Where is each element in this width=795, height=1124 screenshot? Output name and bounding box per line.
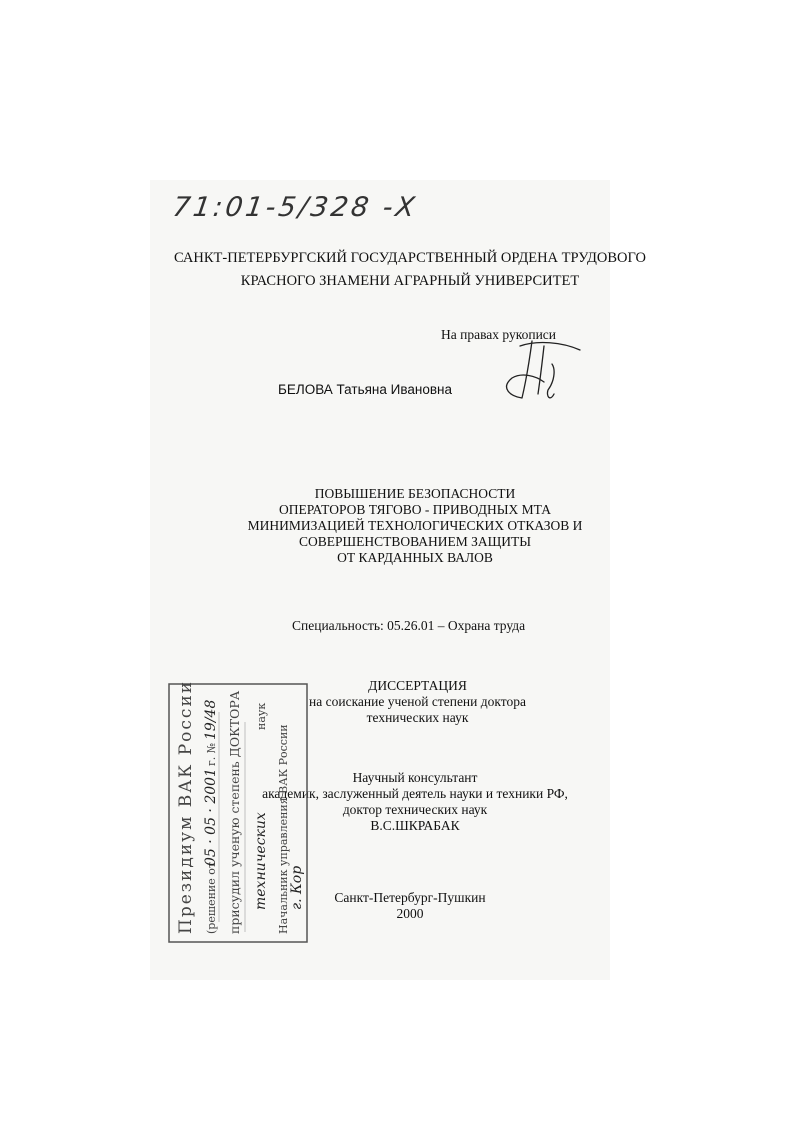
stamp-line-3: присудил ученую степень ДОКТОРА bbox=[227, 690, 242, 934]
author-name: БЕЛОВА Татьяна Ивановна bbox=[278, 382, 452, 397]
dissertation-line-3: технических наук bbox=[366, 710, 469, 725]
dissertation-title bbox=[205, 486, 625, 566]
author-signature bbox=[492, 336, 587, 406]
stamp-line-5: Начальник управления ВАК России bbox=[277, 724, 290, 934]
dissertation-line-1: ДИССЕРТАЦИЯ bbox=[368, 678, 467, 693]
rights-note: На правах рукописи bbox=[441, 327, 557, 342]
vak-stamp bbox=[167, 682, 309, 944]
title-line-4: СОВЕРШЕНСТВОВАНИЕМ ЗАЩИТЫ bbox=[298, 534, 532, 549]
stamp-line-2-mid: г. № bbox=[205, 742, 218, 766]
title-line-3: МИНИМИЗАЦИЕЙ ТЕХНОЛОГИЧЕСКИХ ОТКАЗОВ И bbox=[247, 518, 583, 533]
archive-number: 71:01-5/328 -Х bbox=[170, 192, 420, 223]
university-line-1: САНКТ-ПЕТЕРБУРГСКИЙ ГОСУДАРСТВЕННЫЙ ОРДЕНА ТРУДОВОГО bbox=[173, 250, 647, 266]
dissertation-type bbox=[290, 678, 545, 726]
place-city: Санкт-Петербург-Пушкин bbox=[334, 890, 486, 905]
title-line-2: ОПЕРАТОРОВ ТЯГОВО - ПРИВОДНЫХ МТА bbox=[279, 502, 551, 517]
stamp-line-4-handwritten: технических bbox=[253, 812, 269, 910]
stamp-line-2-date: 05 · 05 · 2001 bbox=[203, 768, 219, 866]
place-and-year bbox=[320, 890, 500, 922]
stamp-line-4-suffix: наук bbox=[255, 702, 268, 730]
university-name bbox=[160, 247, 660, 293]
vak-stamp-graphic bbox=[167, 682, 309, 944]
specialty: Специальность: 05.26.01 – Охрана труда bbox=[292, 618, 526, 633]
stamp-line-2-prefix: (решение от bbox=[205, 862, 218, 934]
consultant-line-4: В.С.ШКРАБАК bbox=[370, 818, 460, 833]
stamp-line-1: Президиум ВАК России bbox=[176, 682, 196, 934]
consultant-line-2: академик, заслуженный деятель науки и техники РФ, bbox=[262, 786, 568, 801]
place-year: 2000 bbox=[396, 906, 424, 921]
dissertation-line-2: на соискание ученой степени доктора bbox=[309, 694, 526, 709]
title-line-1: ПОВЫШЕНИЕ БЕЗОПАСНОСТИ bbox=[314, 486, 516, 501]
consultant-line-1: Научный консультант bbox=[352, 770, 478, 785]
consultant-line-3: доктор технических наук bbox=[342, 802, 488, 817]
stamp-line-5-handwritten: г. Кор bbox=[289, 865, 305, 910]
stamp-line-2-number: 19/48 bbox=[203, 699, 219, 740]
university-line-2: КРАСНОГО ЗНАМЕНИ АГРАРНЫЙ УНИВЕРСИТЕТ bbox=[240, 273, 580, 289]
title-line-5: ОТ КАРДАННЫХ ВАЛОВ bbox=[337, 550, 493, 565]
